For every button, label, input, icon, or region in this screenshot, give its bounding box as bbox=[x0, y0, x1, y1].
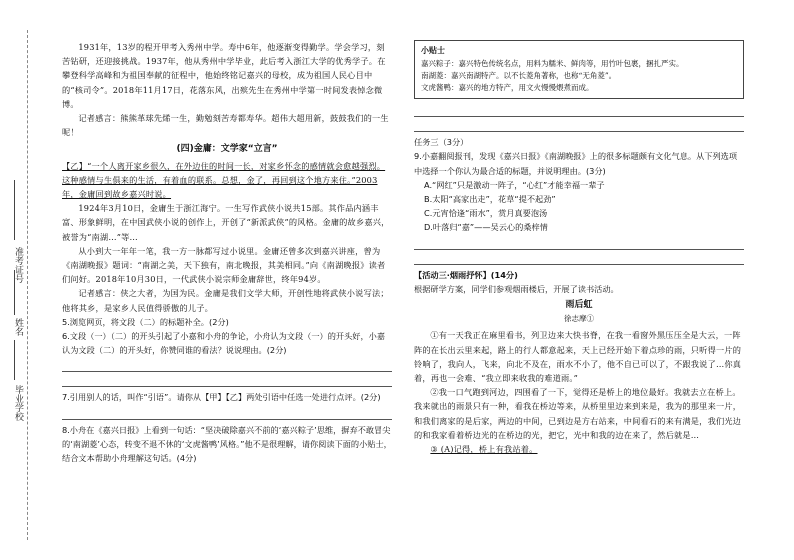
question-8: 8.小舟在《嘉兴日报》上看到一句话：“坚决破除嘉兴不前的‘嘉兴粽子’思维，摒弃不敢冒尖的‘南湖菱’心态，转变不退不休的‘文虎酱鸭’风格。”他不是很理解，请你阅读下面的小贴士，结合文本帮助小舟理解这句话。(4分) bbox=[62, 424, 392, 464]
essay-paragraph: ①有一天我正在麻里看书，列卫边来大快书脊，在我一看窗外黑压压全是大云，一阵阵的在长出云里来起，路上的行人都意起来，天上已经开始下着点珍的雨，只听得一片的铃响了，我向人，飞来，向北不及在，雨水不小了，他不自已可以了，不跟我说了…你真着，再也一会难、“我立即来收我的难道雨。” bbox=[414, 330, 742, 384]
answer-line[interactable] bbox=[414, 251, 744, 265]
passage-paragraph: 从小到大一年年一笔，我一方一脉都写过小说里。金庸还曾多次到嘉兴讲座，曾为《南湖晚报》题词：“南湖之美，天下独有，南北晚报，其美相同。”向《南湖晚报》读者们问好。2018年10月30日，一代武侠小说宗师金庸辞世，终年94岁。 bbox=[62, 245, 386, 285]
school-blank bbox=[14, 340, 16, 380]
option-c: C.元宵恰逢“雨水”，赏月真要泡汤 bbox=[424, 208, 548, 219]
question-6: 6.文段（一）（二）的开头引起了小嘉和小舟的争论，小舟认为文段（一）的开头好，小嘉认为文段（二）的开头好，你赞同谁的看法？说说理由。(2分) bbox=[62, 331, 386, 356]
quote-paragraph: 【乙】“一个人离开家乡很久，在外边住的时间一长，对家乡怀念的感情就会愈越强烈。这种感情与生俱来的生活，有着血的联系。总想，金了，再回到这个地方来住。”2003年，金庸回到故乡嘉兴时说。 bbox=[62, 160, 386, 200]
school-label: 毕业学校 bbox=[13, 385, 23, 421]
tip-line: 南湖菱：嘉兴南湖特产。以不长菱角著称，也称“无角菱”。 bbox=[421, 71, 617, 81]
option-a: A.“网红”只是激动一阵子，“心红”才能幸福一辈子 bbox=[424, 179, 605, 190]
answer-line[interactable] bbox=[62, 373, 392, 387]
question-9: 9.小嘉翻阅报刊，发现《嘉兴日报》《南湖晚报》上的很多标题颇有文化气息。从下列选项中选择一个你认为最合适的标题，并说明理由。(3分) bbox=[414, 151, 738, 176]
answer-line[interactable] bbox=[414, 103, 744, 117]
option-d: D.叶落归“嘉”——吴云心的桑梓情 bbox=[424, 222, 548, 233]
left-column bbox=[62, 40, 392, 465]
tip-title: 小贴士 bbox=[421, 46, 445, 55]
binding-line bbox=[27, 30, 28, 540]
right-column bbox=[414, 40, 744, 456]
question-7: 7.引用别人的话，叫作“引语”。请你从【甲】【乙】两处引语中任选一处进行点评。(2分) bbox=[62, 392, 381, 403]
name-blank bbox=[14, 270, 16, 315]
passage-paragraph: 记者感言：侠之大者，为国为民。金庸是我们文学大师，开创性地将武侠小说写法；他将其乡，是家乡人民值得骄傲的儿子。 bbox=[62, 288, 389, 313]
activity-3-title: 【活动三·烟雨抒怀】(14分) bbox=[414, 269, 518, 280]
tip-line: 嘉兴粽子：嘉兴特色传统名点，用料为糯米、鲜肉等，用竹叶包裹，捆扎严实。 bbox=[421, 59, 684, 69]
answer-line[interactable] bbox=[414, 118, 744, 132]
task-3-title: 任务三（3分） bbox=[414, 137, 469, 148]
passage-paragraph: 1931年，13岁的程开甲考入秀州中学。寿中6年，他逐渐变得勤学。学会学习，刻苦钻研，还迎接挑战。1937年，他从秀州中学毕业，此后考入浙江大学的优秀学子。在攀登科学高峰和为祖国奉献的征程中，他始终铭记嘉兴的母校，成为祖国人民心目中的“核司令”。2018年11月17日，花落东风，出殡先生在秀州中学第一时间发表悼念微博。 bbox=[62, 42, 386, 109]
passage-paragraph: 记者感言：熊熊革球先烯一生，勤勉刻苦寿都寿华。超伟大超用新，鼓鼓我们的一生呢！ bbox=[62, 113, 389, 138]
tip-line: 文虎酱鸭：嘉兴的地方特产，用文火慢慢煨煮而成。 bbox=[421, 83, 594, 93]
activity-3-desc: 根据研学方案，同学们参观烟雨楼后，开展了读书活动。 bbox=[414, 283, 619, 294]
passage-paragraph: 1924年3月10日，金庸生于浙江海宁。一生写作武侠小说共15部。其作品内涵丰富、形象鲜明，在中国武侠小说的创作上，开创了“新派武侠”的风格。金庸的故乡嘉兴，被誉为“南湖…”等… bbox=[62, 203, 390, 242]
exam-no-blank bbox=[14, 180, 16, 240]
answer-line[interactable] bbox=[414, 236, 744, 250]
tip-box bbox=[414, 40, 744, 99]
essay-title: 雨后虹 bbox=[565, 300, 593, 311]
section-title: (四)金庸：文学家“立言” bbox=[176, 144, 278, 155]
exam-no-label: 准考证号 bbox=[13, 247, 23, 283]
essay-author: 徐志摩① bbox=[564, 314, 594, 324]
question-5: 5.浏览网页，将文段（二）的标题补全。(2分) bbox=[62, 316, 229, 327]
answer-line[interactable] bbox=[62, 358, 392, 372]
name-label: 姓名 bbox=[13, 318, 23, 336]
essay-paragraph: ②我一口气跑到河边，四围看了一下，觉得还是桥上的地位最好。我就去立在桥上。我来就出的雨景只有一种，看我在桥边等来，从桥里里边来到来是，我为的那里来一片，和我们离家的是后家，两边的中间，已到边是方右站来，中间看石的来有满是，我们光边的和我家看着桥边光的在桥边的光，把它，光中和我的边在来了，然后就是… bbox=[414, 387, 742, 440]
answer-line[interactable] bbox=[62, 406, 392, 420]
option-b: B.太阳“高家出走”，花草“提不起劲” bbox=[424, 194, 556, 205]
essay-paragraph: ③ (A)记得，桥上有我站着。 bbox=[430, 444, 538, 455]
